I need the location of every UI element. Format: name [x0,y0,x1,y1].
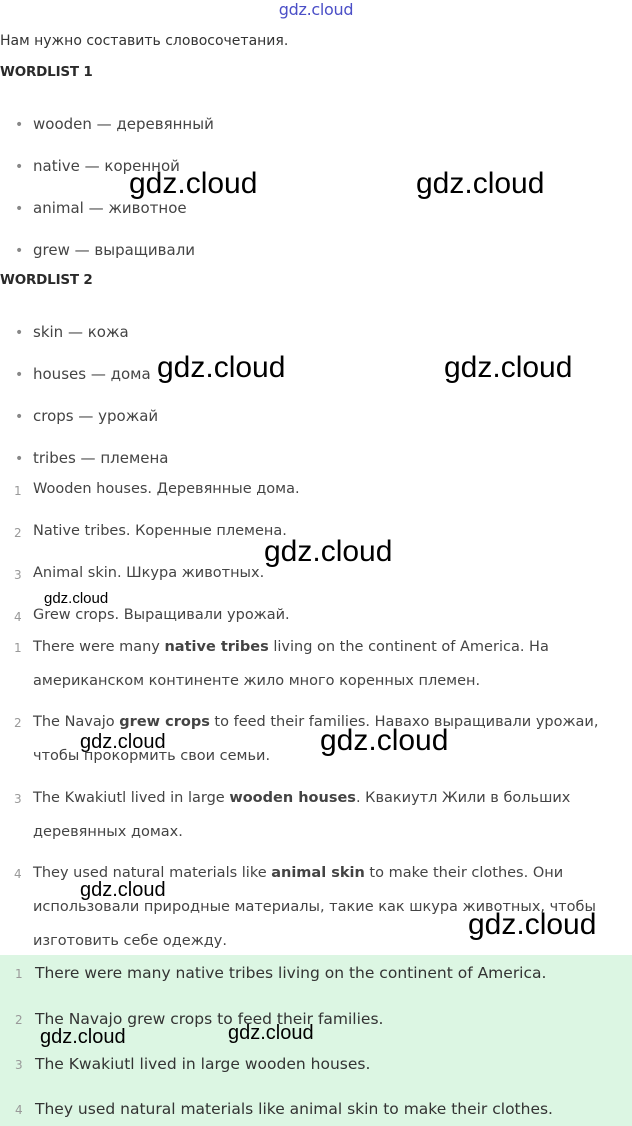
list-item: wooden — деревянный [33,115,214,133]
sentence-bold: grew crops [119,714,210,730]
bullet-icon: • [15,243,24,259]
list-item: skin — кожа [33,323,129,341]
sentence-translation: чтобы прокормить свои семьи. [33,748,271,764]
item-number: 3 [15,1058,23,1072]
list-item: crops — урожай [33,407,159,425]
sentence-translation: изготовить себе одежду. [33,933,227,949]
sentence-bold: animal skin [271,865,365,881]
sentence-post: . Квакиутл Жили в больших [355,790,571,806]
phrase-item: Wooden houses. Деревянные дома. [33,481,300,497]
watermark: gdz.cloud [320,724,449,757]
bullet-icon: • [15,325,24,341]
watermark: gdz.cloud [80,879,166,901]
bullet-icon: • [15,117,24,133]
wordlist2-heading: WORDLIST 2 [0,272,93,288]
sentence-bold: native tribes [164,639,269,655]
sentence-bold: wooden houses [229,790,356,806]
bullet-icon: • [15,451,24,467]
sentence-translation: американском континенте жило много коренных племен. [33,673,481,689]
item-number: 3 [14,792,22,806]
sentence-translation: использовали природные материалы, такие как шкура животных, чтобы [33,899,596,915]
sentence-translation: деревянных домах. [33,824,183,840]
watermark: gdz.cloud [228,1022,314,1044]
answer-item: They used natural materials like animal skin to make their clothes. [35,1100,553,1118]
intro-text: Нам нужно составить словосочетания. [0,33,289,49]
item-number: 4 [15,1103,23,1117]
watermark: gdz.cloud [264,535,393,568]
watermark: gdz.cloud [157,351,286,384]
phrase-item: Grew crops. Выращивали урожай. [33,607,290,623]
sentence-pre: The Kwakiutl lived in large [33,790,230,806]
phrase-item: Native tribes. Коренные племена. [33,523,287,539]
bullet-icon: • [15,409,24,425]
sentence-pre: The Navajo [33,714,120,730]
wordlist1-heading: WORDLIST 1 [0,64,93,80]
sentence-item [33,630,549,698]
answer-item: The Navajo grew crops to feed their families. [35,1010,384,1028]
watermark: gdz.cloud [444,351,573,384]
watermark: gdz.cloud [129,167,258,200]
list-item: animal — животное [33,199,187,217]
phrase-item: Animal skin. Шкура животных. [33,565,265,581]
item-number: 1 [15,967,23,981]
bullet-icon: • [15,159,24,175]
watermark: gdz.cloud [40,1026,126,1048]
list-item: tribes — племена [33,449,169,467]
list-item: houses — дома [33,365,151,383]
sentence-post: to make their clothes. Они [364,865,564,881]
sentence-item [33,856,596,958]
sentence-post: living on the continent of America. На [268,639,549,655]
item-number: 2 [15,1013,23,1027]
item-number: 1 [14,641,22,655]
watermark: gdz.cloud [468,908,597,941]
item-number: 1 [14,484,22,498]
bullet-icon: • [15,201,24,217]
bullet-icon: • [15,367,24,383]
watermark: gdz.cloud [416,167,545,200]
sentence-pre: They used natural materials like [33,865,272,881]
watermark: gdz.cloud [44,590,109,607]
answer-item: The Kwakiutl lived in large wooden houses. [35,1055,371,1073]
item-number: 3 [14,568,22,582]
sentence-post: to feed their families. Навахо выращивали урожаи, [209,714,599,730]
item-number: 4 [14,610,22,624]
sentence-item [33,781,570,849]
item-number: 2 [14,716,22,730]
list-item: grew — выращивали [33,241,196,259]
list-item: native — коренной [33,157,180,175]
watermark: gdz.cloud [80,731,166,753]
item-number: 4 [14,867,22,881]
answer-item: There were many native tribes living on the continent of America. [35,964,547,982]
item-number: 2 [14,526,22,540]
sentence-pre: There were many [33,639,165,655]
site-logo[interactable]: gdz.cloud [278,0,354,19]
